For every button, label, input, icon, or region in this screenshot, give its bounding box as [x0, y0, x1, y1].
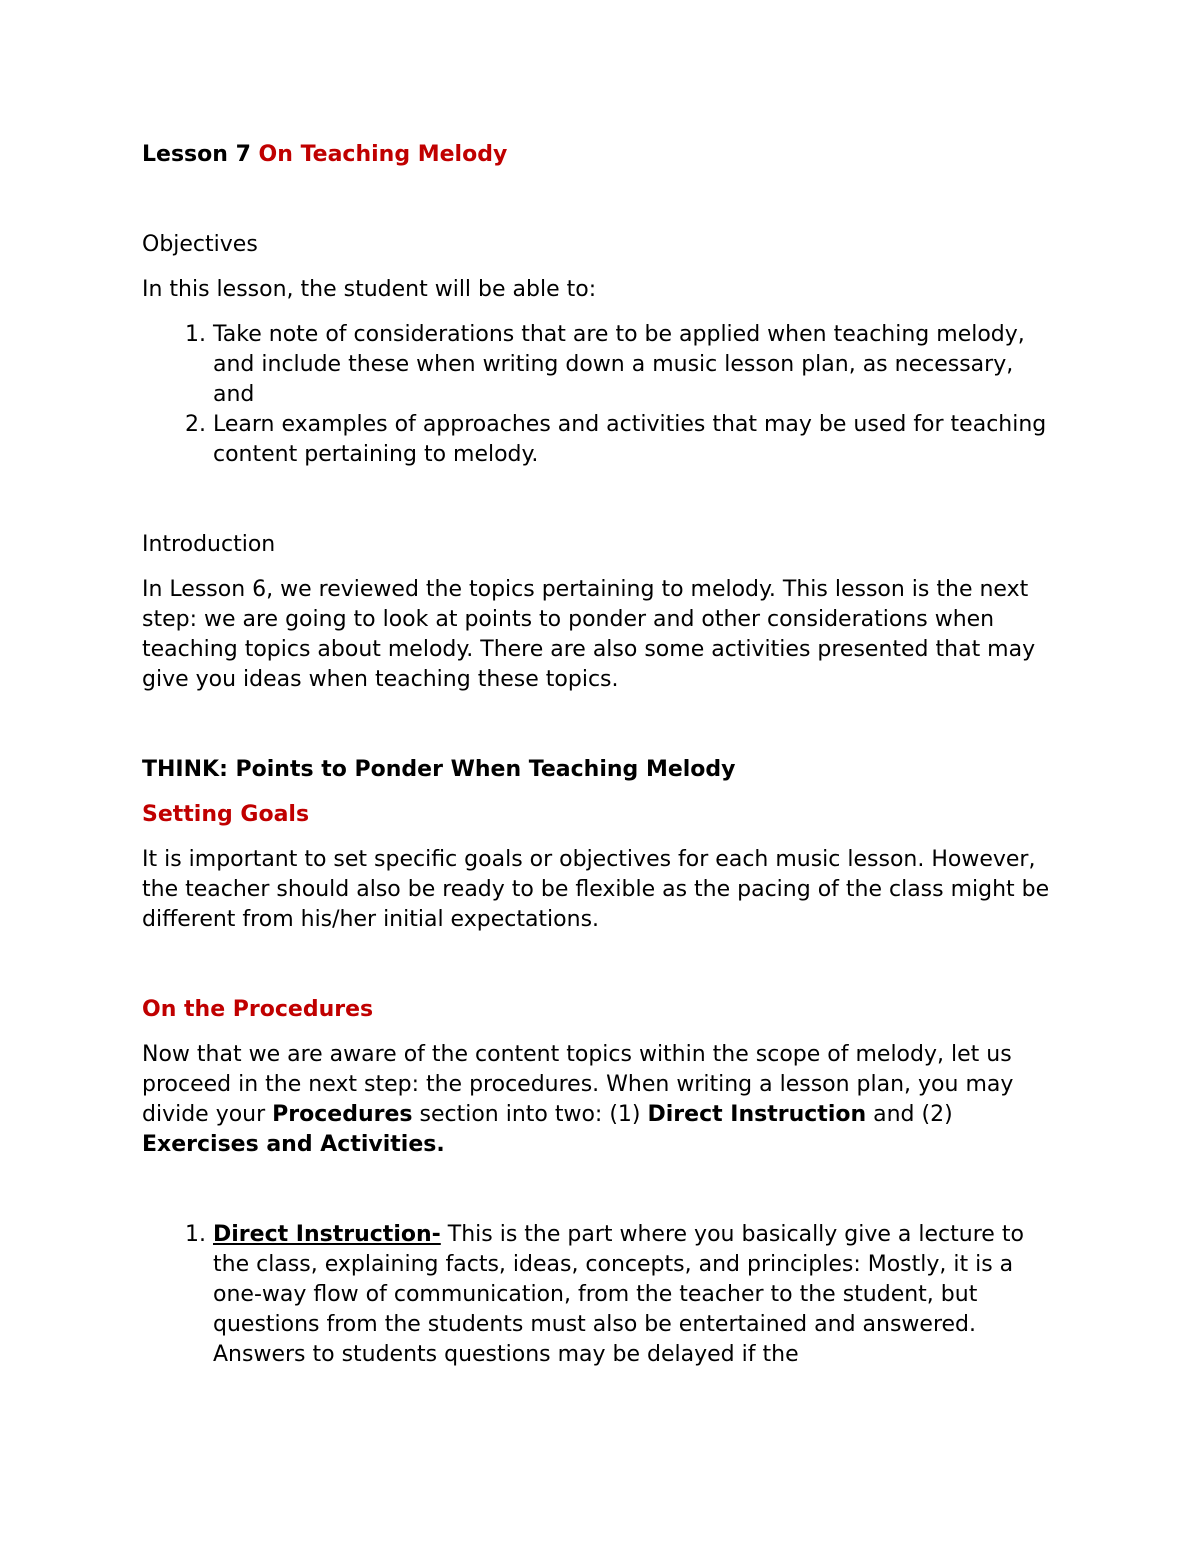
objectives-label: Objectives — [142, 232, 258, 257]
introduction-text: In Lesson 6, we reviewed the topics pertaining to melody. This lesson is the next step: we are going to look at points to ponder and other considerations when teaching topics about melody. There are also some activities presented that may give you ideas when teaching these topics. — [142, 577, 1036, 692]
objectives-list — [142, 320, 1060, 470]
objective-item-2: 2. Learn examples of approaches and activities that may be used for teaching content pertaining to melody. — [213, 410, 1060, 470]
procedures-bold-direct-instruction: Direct Instruction — [647, 1102, 867, 1127]
direct-instruction-text: This is the part where you basically give a lecture to the class, explaining facts, ideas, concepts, and principles: Mostly, it is a one-way flow of communication, from the teacher to the student, but questions from the students must also be entertained and answered. Answers to students questions may be delayed if the — [213, 1222, 1024, 1367]
procedures-list-item-1 — [213, 1220, 1060, 1370]
direct-instruction-term: Direct Instruction- — [213, 1222, 441, 1247]
procedures-list — [142, 1220, 1060, 1370]
setting-goals-heading: Setting Goals — [142, 802, 310, 827]
objectives-intro: In this lesson, the student will be able to: — [142, 277, 597, 302]
procedures-text-part3: and (2) — [866, 1102, 953, 1127]
procedures-text — [142, 1040, 1060, 1160]
procedures-heading: On the Procedures — [142, 997, 374, 1022]
lesson-name: On Teaching Melody — [258, 142, 508, 167]
lesson-number: Lesson 7 — [142, 142, 251, 167]
introduction-label: Introduction — [142, 532, 276, 557]
lesson-title — [142, 140, 1060, 170]
procedures-text-part1: Now that we are aware of the content topics within the scope of melody, let us proceed in the next step: the procedures. When writing a lesson plan, you may divide your — [142, 1042, 1014, 1127]
procedures-bold-exercises: Exercises and Activities. — [142, 1132, 445, 1157]
think-heading: THINK: Points to Ponder When Teaching Melody — [142, 757, 736, 782]
procedures-bold-procedures: Procedures — [272, 1102, 413, 1127]
objective-item-1: 1. Take note of considerations that are to be applied when teaching melody, and include these when writing down a music lesson plan, as necessary, and — [213, 320, 1060, 410]
document-page — [142, 140, 1060, 1370]
setting-goals-text: It is important to set specific goals or objectives for each music lesson. However, the teacher should also be ready to be flexible as the pacing of the class might be different from his/her initial expectations. — [142, 847, 1050, 932]
procedures-text-part2: section into two: (1) — [412, 1102, 648, 1127]
